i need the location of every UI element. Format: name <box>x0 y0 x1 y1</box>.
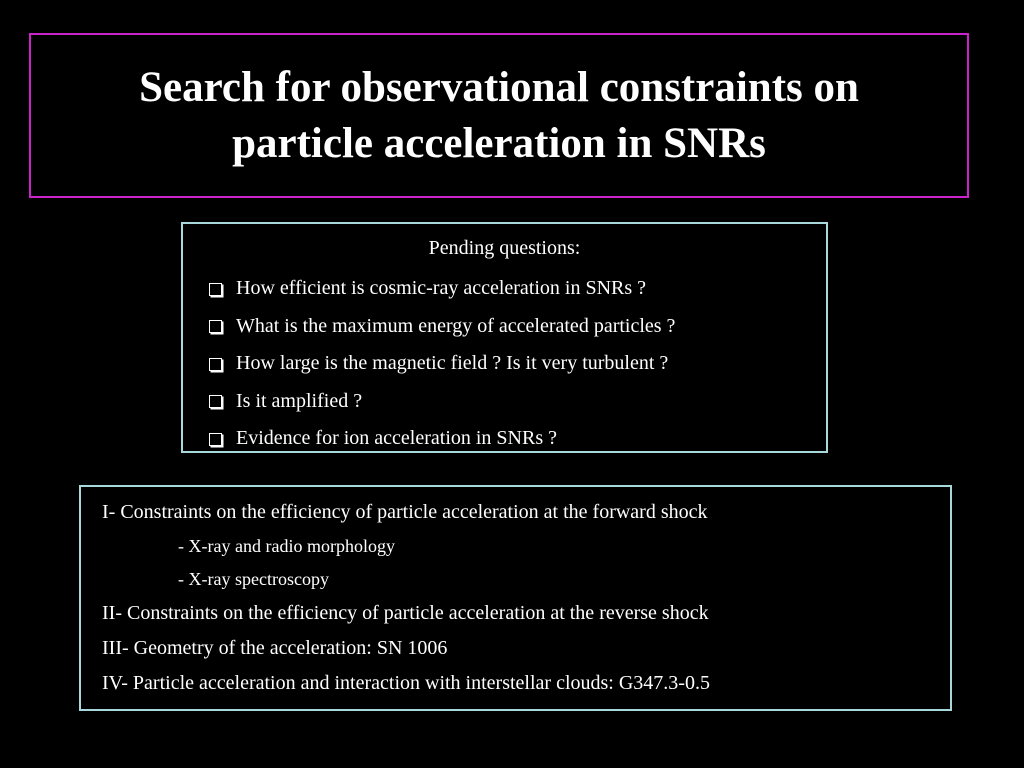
question-text: Evidence for ion acceleration in SNRs ? <box>236 427 557 450</box>
checkbox-bullet-icon <box>209 283 222 296</box>
question-item <box>209 270 675 308</box>
outline-item-4: IV- Particle acceleration and interaction with interstellar clouds: G347.3-0.5 <box>102 672 710 694</box>
outline-item-1: I- Constraints on the efficiency of particle acceleration at the forward shock <box>102 501 708 523</box>
question-item <box>209 383 675 421</box>
title-box <box>29 33 969 198</box>
outline-item-2: II- Constraints on the efficiency of particle acceleration at the reverse shock <box>102 602 709 624</box>
checkbox-bullet-icon <box>209 395 222 408</box>
question-item <box>209 308 675 346</box>
question-item <box>209 420 675 458</box>
checkbox-bullet-icon <box>209 320 222 333</box>
talk-outline-list <box>102 495 710 701</box>
question-text: How large is the magnetic field ? Is it very turbulent ? <box>236 352 669 375</box>
outline-subitem-spectroscopy: - X-ray spectroscopy <box>178 569 329 589</box>
outline-item-3: III- Geometry of the acceleration: SN 1006 <box>102 637 448 659</box>
talk-outline-box <box>79 485 952 711</box>
question-text: What is the maximum energy of accelerated particles ? <box>236 314 676 337</box>
question-item <box>209 345 675 383</box>
checkbox-bullet-icon <box>209 358 222 371</box>
question-text: Is it amplified ? <box>236 389 363 412</box>
slide-title-line-2: particle acceleration in SNRs <box>232 119 766 167</box>
pending-questions-list <box>209 270 675 458</box>
pending-questions-heading: Pending questions: <box>428 237 581 259</box>
question-text: How efficient is cosmic-ray acceleration in SNRs ? <box>236 277 647 300</box>
outline-subitem-morphology: - X-ray and radio morphology <box>178 536 395 556</box>
pending-questions-box <box>181 222 828 453</box>
slide-title-line-1: Search for observational constraints on <box>139 63 859 111</box>
checkbox-bullet-icon <box>209 433 222 446</box>
